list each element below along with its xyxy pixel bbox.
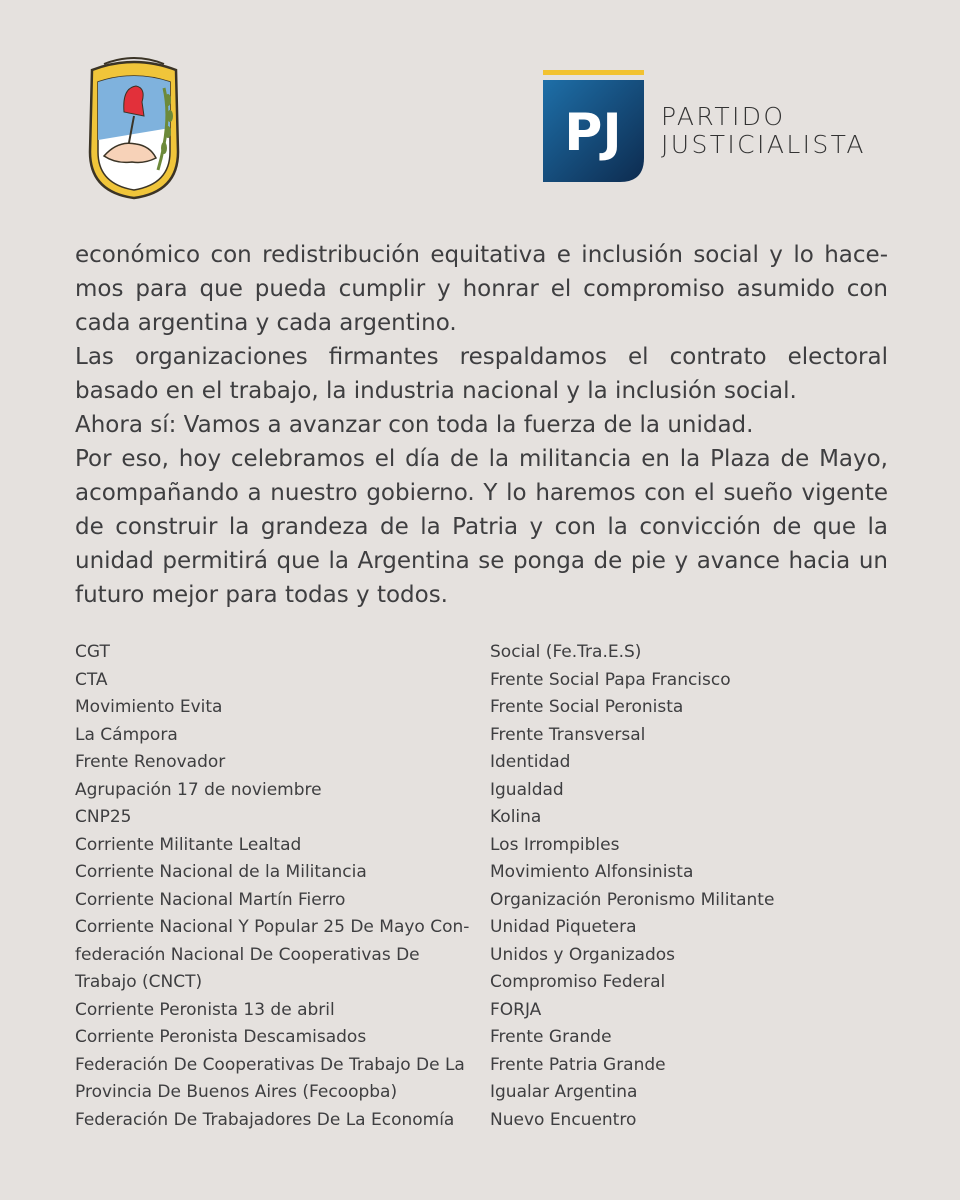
list-item: Federación De Trabajadores De La Economía [75, 1109, 455, 1130]
list-item: Agrupación 17 de noviembre [75, 779, 322, 800]
organizations-list-right [490, 639, 890, 1134]
list-item: Unidos y Organizados [490, 944, 676, 965]
list-item: Corriente Peronista 13 de abril [75, 999, 335, 1020]
list-item: CNP25 [75, 807, 132, 827]
list-item: CTA [75, 669, 108, 690]
list-item: Identidad [490, 752, 571, 772]
list-item: Social (Fe.Tra.E.S) [490, 642, 642, 662]
list-item: FORJA [490, 999, 542, 1020]
pj-logo [543, 70, 647, 182]
list-item: Igualdad [490, 779, 564, 800]
list-item: Corriente Peronista Descamisados [75, 1027, 367, 1047]
pj-logo-text: PJ [564, 103, 622, 163]
list-item: Corriente Nacional de la Militancia [75, 862, 367, 882]
list-item: Los Irrompibles [490, 834, 620, 855]
list-item: Nuevo Encuentro [490, 1109, 637, 1130]
list-item: Frente Renovador [75, 752, 226, 772]
list-item: Compromiso Federal [490, 972, 666, 992]
list-item: Frente Transversal [490, 724, 646, 745]
paragraph: Las organizaciones firmantes respaldamos el contrato electoral basado en el trabajo, la industria nacional y la inclusión social. [75, 344, 888, 404]
paragraph: Por eso, hoy celebramos el día de la militancia en la Plaza de Mayo, acompañando a nuestro gobierno. Y lo haremos con el sueño vigente de construir la grandeza de la Patria y con la convicción de que la unidad permitirá que la Argentina se ponga de pie y avance hacia un futuro mejor para todas y todos. [75, 446, 888, 608]
list-item: Igualar Argentina [490, 1082, 638, 1102]
list-item: Frente Social Papa Francisco [490, 669, 731, 690]
list-item: Corriente Militante Lealtad [75, 834, 302, 855]
list-item: Corriente Nacional Y Popular 25 De Mayo Confederación Nacional De Cooperativas De Trabajo (CNCT) [75, 917, 470, 992]
statement-text [75, 238, 888, 612]
list-item: CGT [75, 642, 110, 662]
list-item: Frente Grande [490, 1027, 612, 1047]
list-item: Frente Social Peronista [490, 697, 684, 717]
organizations-list-left [75, 639, 475, 1134]
brand-name [661, 103, 866, 159]
paragraph: Ahora sí: Vamos a avanzar con toda la fuerza de la unidad. [75, 412, 754, 438]
list-item: Unidad Piquetera [490, 917, 637, 937]
brand-line-partido: PARTIDO [661, 102, 786, 131]
list-item: La Cámpora [75, 724, 178, 745]
list-item: Federación De Cooperativas De Trabajo De La Provincia De Buenos Aires (Fecoopba) [75, 1054, 465, 1102]
list-item: Movimiento Alfonsinista [490, 862, 694, 882]
peronist-shield-logo [84, 52, 184, 200]
brand-line-justicialista: JUSTICIALISTA [661, 130, 866, 159]
list-item: Corriente Nacional Martín Fierro [75, 889, 346, 910]
list-item: Organización Peronismo Militante [490, 889, 775, 910]
list-item: Frente Patria Grande [490, 1054, 666, 1075]
list-item: Kolina [490, 807, 542, 827]
paragraph: económico con redistribución equitativa e inclusión social y lo hacemos para que pueda cumplir y honrar el compromiso asumido con cada argentina y cada argentino. [75, 242, 888, 336]
list-item: Movimiento Evita [75, 697, 223, 717]
